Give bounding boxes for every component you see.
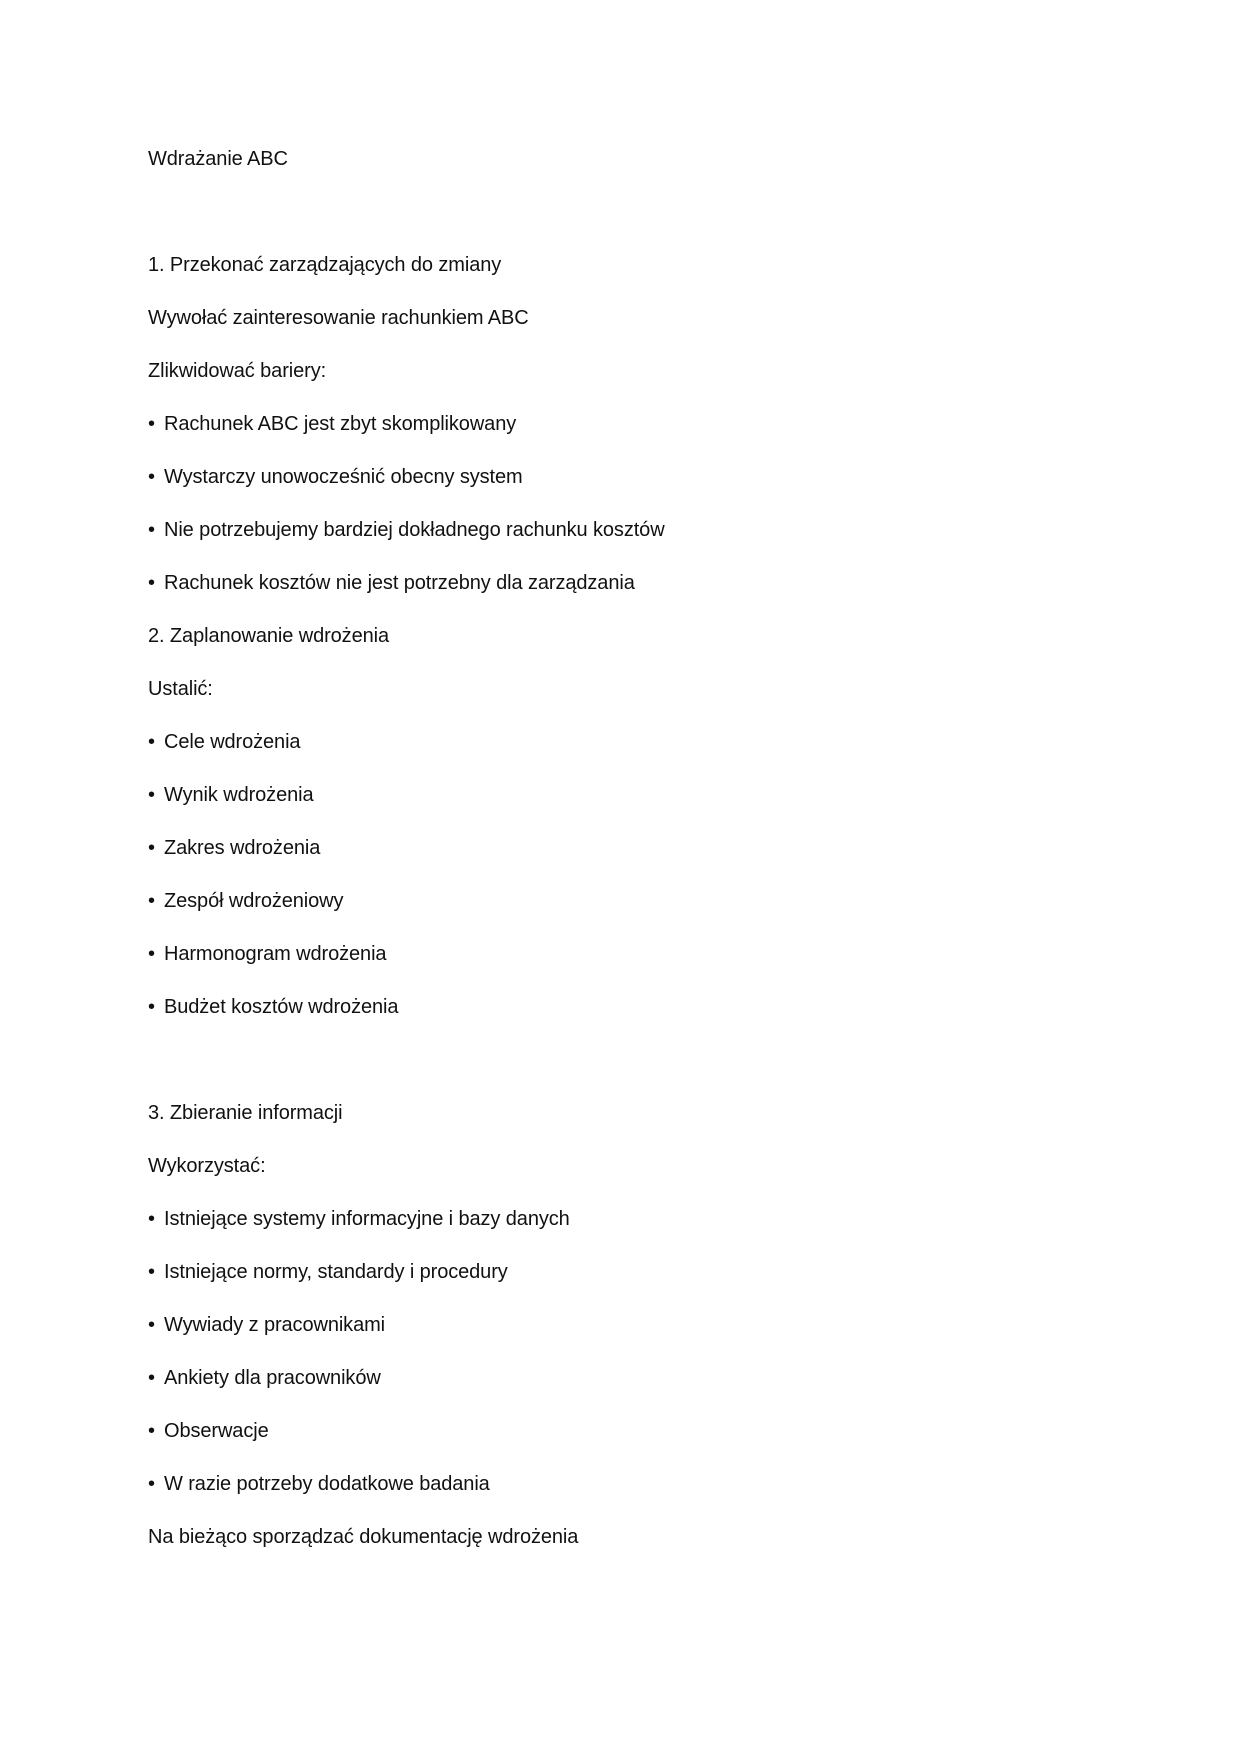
bullet-icon: • bbox=[148, 466, 155, 488]
list-item-text: Cele wdrożenia bbox=[164, 731, 301, 753]
spacer bbox=[148, 1047, 1108, 1100]
list-item bbox=[148, 1418, 1108, 1444]
list-item-text: Rachunek kosztów nie jest potrzebny dla zarządzania bbox=[164, 572, 635, 594]
list-item-text: Budżet kosztów wdrożenia bbox=[164, 996, 399, 1018]
list-item bbox=[148, 782, 1108, 808]
section-3-closing: Na bieżąco sporządzać dokumentację wdrożenia bbox=[148, 1526, 579, 1548]
list-item bbox=[148, 941, 1108, 967]
list-item-text: Rachunek ABC jest zbyt skomplikowany bbox=[164, 413, 517, 435]
list-item bbox=[148, 464, 1108, 490]
list-item-text: Zespół wdrożeniowy bbox=[164, 890, 344, 912]
bullet-icon: • bbox=[148, 519, 155, 541]
list-item bbox=[148, 835, 1108, 861]
section-1-line-1: Wywołać zainteresowanie rachunkiem ABC bbox=[148, 307, 529, 329]
section-1-line-2: Zlikwidować bariery: bbox=[148, 360, 327, 382]
document-body bbox=[148, 146, 1108, 1577]
list-item-text: Wystarczy unowocześnić obecny system bbox=[164, 466, 523, 488]
list-item-text: Wywiady z pracownikami bbox=[164, 1314, 386, 1336]
bullet-icon: • bbox=[148, 943, 155, 965]
document-title: Wdrażanie ABC bbox=[148, 148, 288, 170]
list-item bbox=[148, 570, 1108, 596]
bullet-icon: • bbox=[148, 996, 155, 1018]
list-item-text: Ankiety dla pracowników bbox=[164, 1367, 381, 1389]
list-item-text: Nie potrzebujemy bardziej dokładnego rachunku kosztów bbox=[164, 519, 665, 541]
list-item bbox=[148, 888, 1108, 914]
list-item-text: Wynik wdrożenia bbox=[164, 784, 314, 806]
list-item bbox=[148, 1312, 1108, 1338]
section-1-heading: 1. Przekonać zarządzających do zmiany bbox=[148, 254, 502, 276]
list-item bbox=[148, 1365, 1108, 1391]
list-item bbox=[148, 1471, 1108, 1497]
list-item bbox=[148, 411, 1108, 437]
list-item bbox=[148, 1206, 1108, 1232]
bullet-icon: • bbox=[148, 784, 155, 806]
list-item bbox=[148, 1259, 1108, 1285]
section-3-heading: 3. Zbieranie informacji bbox=[148, 1102, 343, 1124]
list-item-text: Istniejące systemy informacyjne i bazy danych bbox=[164, 1208, 570, 1230]
bullet-icon: • bbox=[148, 1314, 155, 1336]
list-item-text: W razie potrzeby dodatkowe badania bbox=[164, 1473, 490, 1495]
list-item-text: Harmonogram wdrożenia bbox=[164, 943, 387, 965]
list-item-text: Istniejące normy, standardy i procedury bbox=[164, 1261, 508, 1283]
section-3-intro: Wykorzystać: bbox=[148, 1155, 266, 1177]
list-item-text: Obserwacje bbox=[164, 1420, 269, 1442]
list-item bbox=[148, 729, 1108, 755]
section-2-intro: Ustalić: bbox=[148, 678, 213, 700]
bullet-icon: • bbox=[148, 572, 155, 594]
bullet-icon: • bbox=[148, 413, 155, 435]
bullet-icon: • bbox=[148, 1420, 155, 1442]
list-item bbox=[148, 517, 1108, 543]
bullet-icon: • bbox=[148, 837, 155, 859]
list-item-text: Zakres wdrożenia bbox=[164, 837, 321, 859]
bullet-icon: • bbox=[148, 731, 155, 753]
bullet-icon: • bbox=[148, 1261, 155, 1283]
bullet-icon: • bbox=[148, 1367, 155, 1389]
spacer bbox=[148, 199, 1108, 252]
bullet-icon: • bbox=[148, 1473, 155, 1495]
bullet-icon: • bbox=[148, 1208, 155, 1230]
section-2-heading: 2. Zaplanowanie wdrożenia bbox=[148, 625, 389, 647]
bullet-icon: • bbox=[148, 890, 155, 912]
list-item bbox=[148, 994, 1108, 1020]
